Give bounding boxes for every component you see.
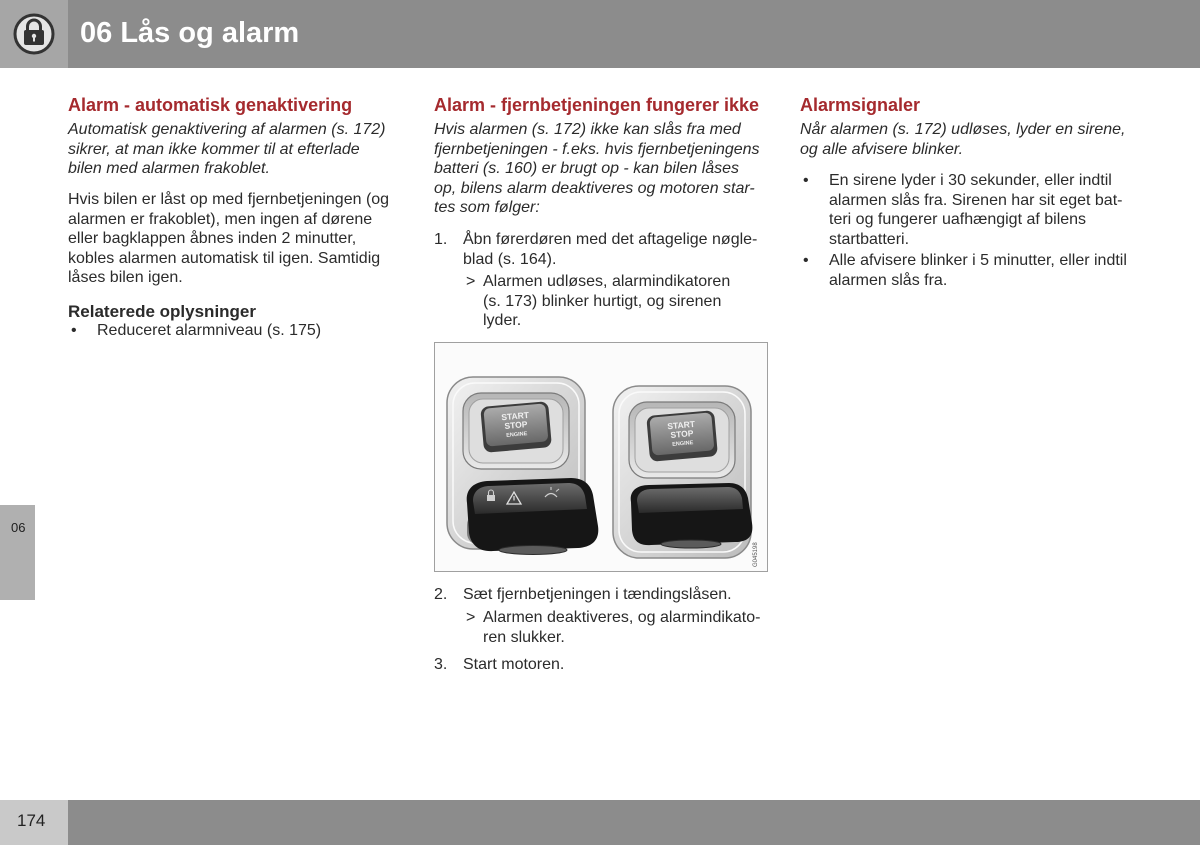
related-info-heading: Relaterede oplysninger xyxy=(68,302,257,321)
left-ignition-panel xyxy=(447,377,598,555)
remote-key-ring xyxy=(661,540,721,548)
text-line: eller bagklappen åbnes inden 2 minutter, xyxy=(68,230,357,247)
heading-remote-not-working: Alarm - fjernbetjeningen fungerer ikke xyxy=(434,95,760,115)
bullet-marker: • xyxy=(803,172,809,189)
heading-alarm-signals: Alarmsignaler xyxy=(800,95,921,115)
text-line: Reduceret alarmniveau (s. 175) xyxy=(97,322,322,339)
button-label-stop: STOP xyxy=(504,419,528,431)
text-line: (s. 173) blinker hurtigt, og sirenen xyxy=(483,292,722,310)
text-line: låses bilen igen. xyxy=(68,269,183,286)
text-line: Alle afvisere blinker i 5 minutter, eller indtil xyxy=(829,252,1127,269)
result-marker: > xyxy=(466,609,476,626)
start-stop-illustration xyxy=(435,343,767,571)
intro-alarm-signals xyxy=(800,120,1125,159)
lock-icon-body xyxy=(487,495,495,501)
bullet-marker: • xyxy=(803,252,809,269)
start-stop-figure xyxy=(434,342,768,572)
page-number: 174 xyxy=(17,811,46,830)
lock-icon-keyhole-slot xyxy=(33,37,35,42)
text-line: En sirene lyder i 30 sekunder, eller indtil xyxy=(829,172,1112,189)
text-line: Hvis bilen er låst op med fjernbetjeningen (og xyxy=(68,191,390,208)
text-line: blad (s. 164). xyxy=(463,250,557,268)
lock-icon xyxy=(0,0,68,68)
step-number: 2. xyxy=(434,586,448,603)
bullet-text xyxy=(829,171,1122,249)
result-text xyxy=(483,272,730,331)
text-line: batteri (s. 160) er brugt op - kan bilen låses xyxy=(434,160,740,177)
text-line: fjernbetjeningen - f.eks. hvis fjernbetjeningens xyxy=(434,140,760,158)
intro-remote-not-working xyxy=(434,120,760,218)
text-line: alarmen er frakoblet), men ingen af dørene xyxy=(68,210,373,228)
text-line: Automatisk genaktivering af alarmen (s. 172) xyxy=(68,121,386,138)
step-number: 3. xyxy=(434,656,448,673)
bullet-marker: • xyxy=(71,322,77,339)
step-text xyxy=(463,230,757,269)
figure-id: G045198 xyxy=(753,542,759,567)
text-line: Alarmen udløses, alarmindikatoren xyxy=(483,273,731,290)
footer-bar xyxy=(0,800,1200,845)
text-line: lyder. xyxy=(483,312,522,329)
related-info-item-text xyxy=(97,321,321,341)
text-line: sikrer, at man ikke kommer til at efterlade xyxy=(68,140,360,158)
text-line: Alarmen deaktiveres, og alarmindikato- xyxy=(483,609,761,626)
chapter-side-tab-label: 06 xyxy=(11,520,26,535)
start-stop-button xyxy=(480,401,552,453)
remote-key-top xyxy=(637,487,743,513)
text-line: tes som følger: xyxy=(434,199,540,216)
start-stop-button xyxy=(646,410,718,462)
text-line: startbatteri. xyxy=(829,230,910,248)
step-text xyxy=(463,585,732,605)
chapter-title: 06 Lås og alarm xyxy=(80,17,300,49)
button-label-stop: STOP xyxy=(670,428,694,440)
text-line: op, bilens alarm deaktiveres og motoren star- xyxy=(434,179,755,197)
remote-key-ring xyxy=(499,546,567,555)
heading-automatic-rearm: Alarm - automatisk genaktivering xyxy=(68,95,353,115)
text-line: teri og fungerer uafhængigt af bilens xyxy=(829,211,1087,228)
text-line: Når alarmen (s. 172) udløses, lyder en sirene, xyxy=(800,121,1126,138)
text-line: alarmen slås fra. xyxy=(829,271,948,289)
result-text xyxy=(483,608,760,647)
button-label-engine: ENGINE xyxy=(672,440,694,448)
right-ignition-panel xyxy=(613,386,752,558)
body-automatic-rearm xyxy=(68,190,389,288)
text-line: Åbn førerdøren med det aftagelige nøgle- xyxy=(463,231,758,248)
button-label-start: START xyxy=(500,409,530,423)
text-line: ren slukker. xyxy=(483,628,565,646)
result-marker: > xyxy=(466,273,476,290)
step-text xyxy=(463,655,564,675)
text-line: Sæt fjernbetjeningen i tændingslåsen. xyxy=(463,586,732,603)
step-number: 1. xyxy=(434,231,448,248)
text-line: Hvis alarmen (s. 172) ikke kan slås fra med xyxy=(434,121,741,138)
bullet-text xyxy=(829,251,1127,290)
chapter-icon-box xyxy=(0,0,68,68)
button-label-engine: ENGINE xyxy=(506,431,528,439)
text-line: bilen med alarmen frakoblet. xyxy=(68,160,270,177)
text-line: Start motoren. xyxy=(463,656,565,673)
button-label-start: START xyxy=(666,418,696,432)
text-line: kobles alarmen automatisk til igen. Samtidig xyxy=(68,249,381,267)
text-line: alarmen slås fra. Sirenen har sit eget bat- xyxy=(829,191,1123,209)
text-line: og alle afvisere blinker. xyxy=(800,140,964,158)
intro-automatic-rearm xyxy=(68,120,385,179)
